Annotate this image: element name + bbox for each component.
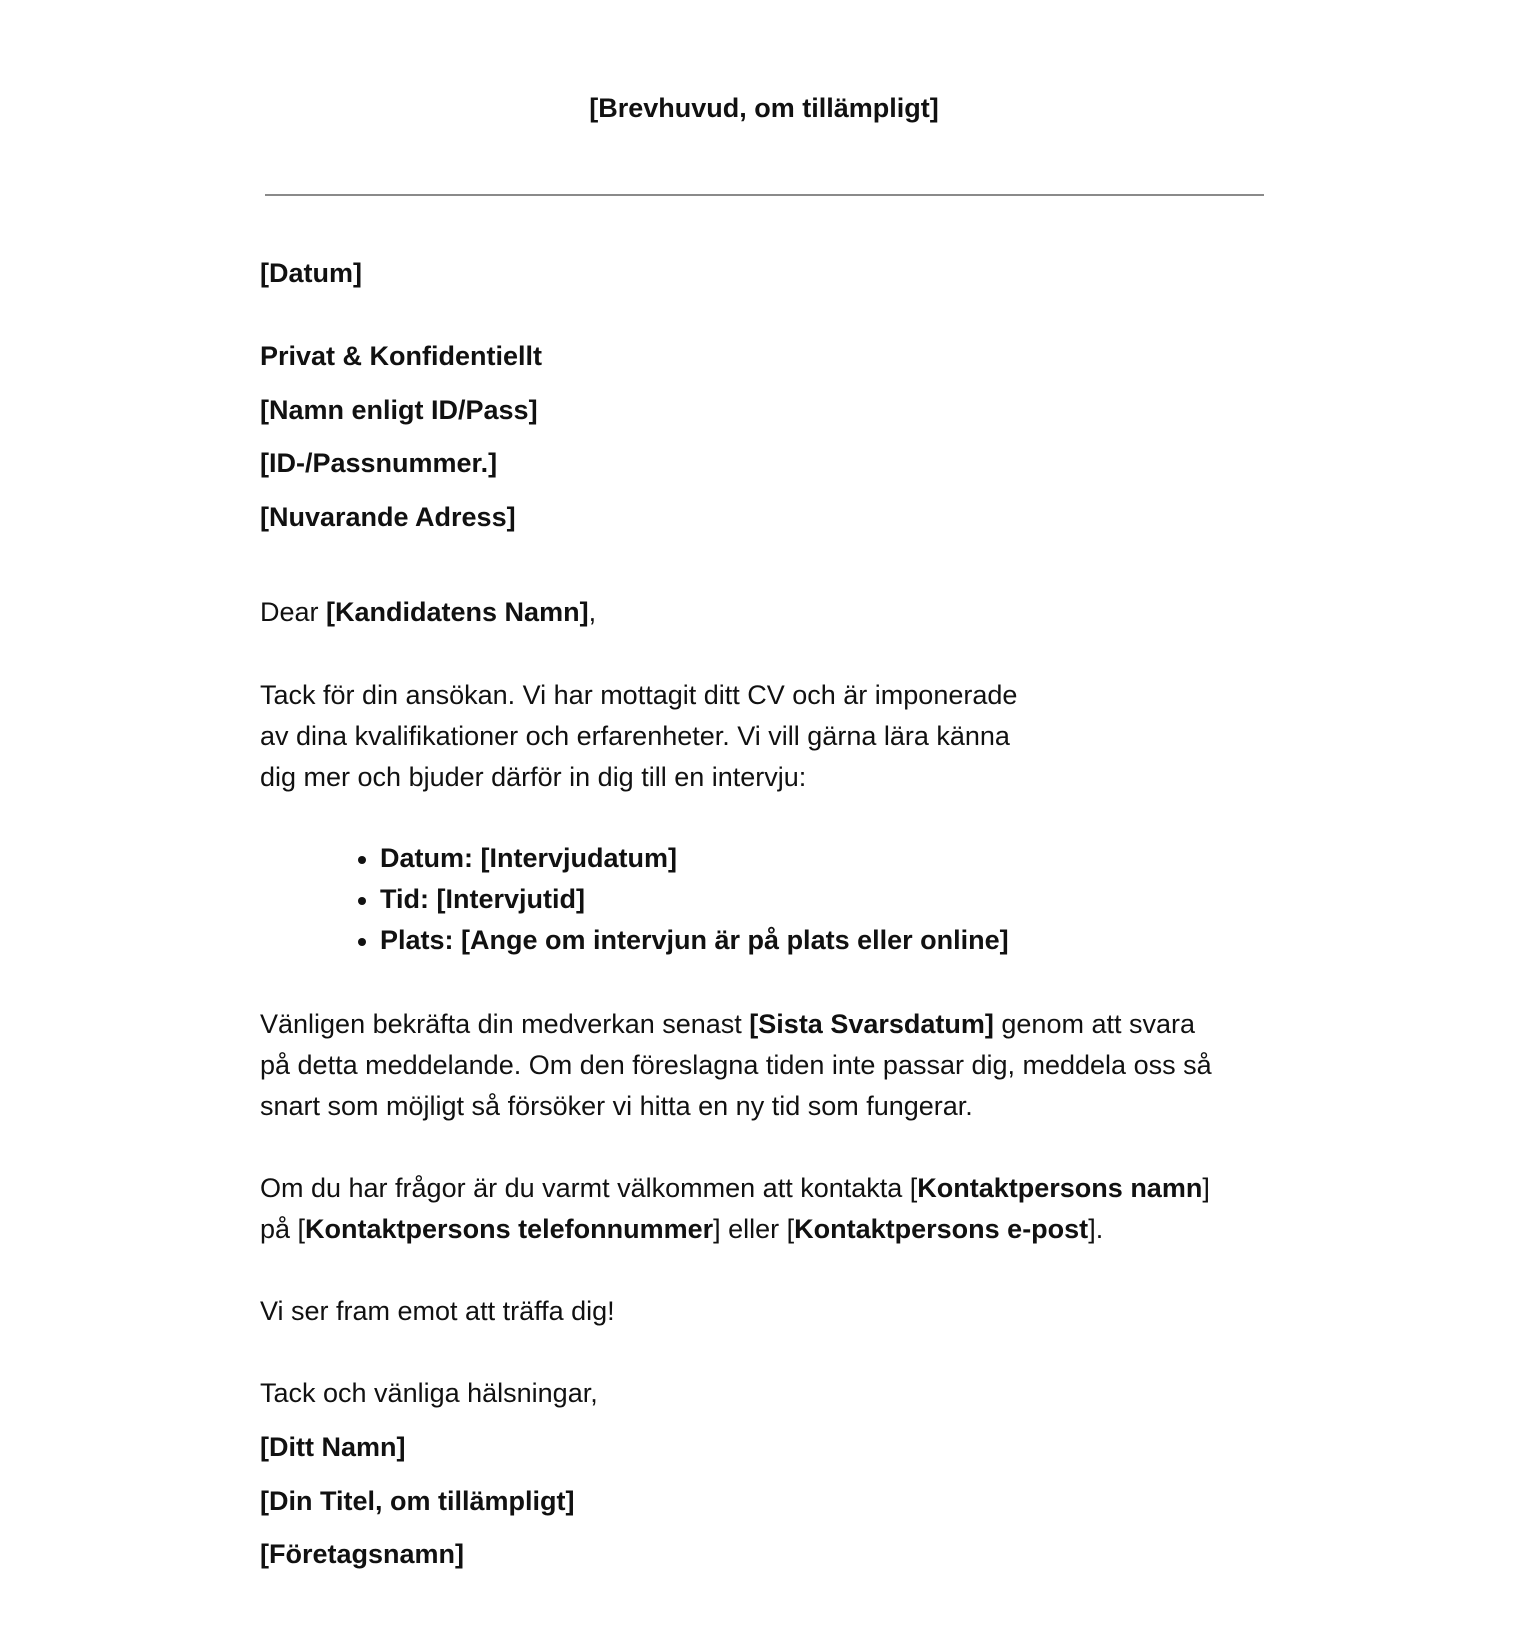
confirm-after: genom att svara xyxy=(993,1009,1195,1039)
contact-paragraph xyxy=(260,1168,1420,1250)
signature-company: [Företagsnamn] xyxy=(260,1539,465,1569)
interview-detail-place xyxy=(352,920,1009,961)
signature-name: [Ditt Namn] xyxy=(260,1432,406,1462)
recipient-id-number: [ID-/Passnummer.] xyxy=(260,448,498,478)
contact-line xyxy=(260,1168,1420,1209)
bullet-icon xyxy=(358,938,366,946)
detail-text: Tid: [Intervjutid] xyxy=(380,884,585,914)
contact-person-name: Kontaktpersons namn xyxy=(917,1173,1203,1203)
confirm-line: snart som möjligt så försöker vi hitta en ny tid som fungerar. xyxy=(260,1091,973,1121)
greeting xyxy=(260,592,596,633)
confirm-line xyxy=(260,1004,1420,1045)
letterhead: [Brevhuvud, om tillämpligt] xyxy=(589,93,939,123)
candidate-name: [Kandidatens Namn] xyxy=(326,597,589,627)
contact-person-email: Kontaktpersons e-post xyxy=(794,1214,1089,1244)
bullet-icon xyxy=(358,856,366,864)
contact-text: Om du har frågor är du varmt välkommen att kontakta [ xyxy=(260,1173,918,1203)
confirm-line: på detta meddelande. Om den föreslagna tiden inte passar dig, meddela oss så xyxy=(260,1050,1212,1080)
detail-text: Plats: [Ange om intervjun är på plats eller online] xyxy=(380,925,1009,955)
greeting-prefix: Dear xyxy=(260,597,327,627)
header-divider xyxy=(265,194,1264,196)
confirm-paragraph xyxy=(260,1004,1420,1127)
interview-detail-date xyxy=(352,838,1009,879)
intro-line: av dina kvalifikationer och erfarenheter. Vi vill gärna lära känna xyxy=(260,721,1010,751)
interview-detail-time xyxy=(352,879,1009,920)
closing-line: Vi ser fram emot att träffa dig! xyxy=(260,1296,615,1326)
bullet-icon xyxy=(358,897,366,905)
contact-text: ] eller [ xyxy=(713,1214,795,1244)
intro-paragraph xyxy=(260,675,1420,798)
interview-details-list xyxy=(352,838,1009,961)
detail-text: Datum: [Intervjudatum] xyxy=(380,843,677,873)
greeting-suffix: , xyxy=(588,597,597,627)
confidential-label: Privat & Konfidentiellt xyxy=(260,341,543,371)
contact-person-phone: Kontaktpersons telefonnummer xyxy=(305,1214,714,1244)
letter-date: [Datum] xyxy=(260,258,362,288)
confirm-before: Vänligen bekräfta din medverkan senast xyxy=(260,1009,750,1039)
intro-line: dig mer och bjuder därför in dig till en intervju: xyxy=(260,762,807,792)
recipient-name: [Namn enligt ID/Pass] xyxy=(260,395,538,425)
signoff: Tack och vänliga hälsningar, xyxy=(260,1378,598,1408)
intro-line: Tack för din ansökan. Vi har mottagit ditt CV och är imponerade xyxy=(260,680,1018,710)
recipient-address: [Nuvarande Adress] xyxy=(260,502,516,532)
signature-title: [Din Titel, om tillämpligt] xyxy=(260,1486,575,1516)
contact-text: på [ xyxy=(260,1214,306,1244)
contact-text: ]. xyxy=(1088,1214,1104,1244)
contact-text: ] xyxy=(1202,1173,1210,1203)
response-deadline: [Sista Svarsdatum] xyxy=(749,1009,994,1039)
contact-line xyxy=(260,1209,1420,1250)
